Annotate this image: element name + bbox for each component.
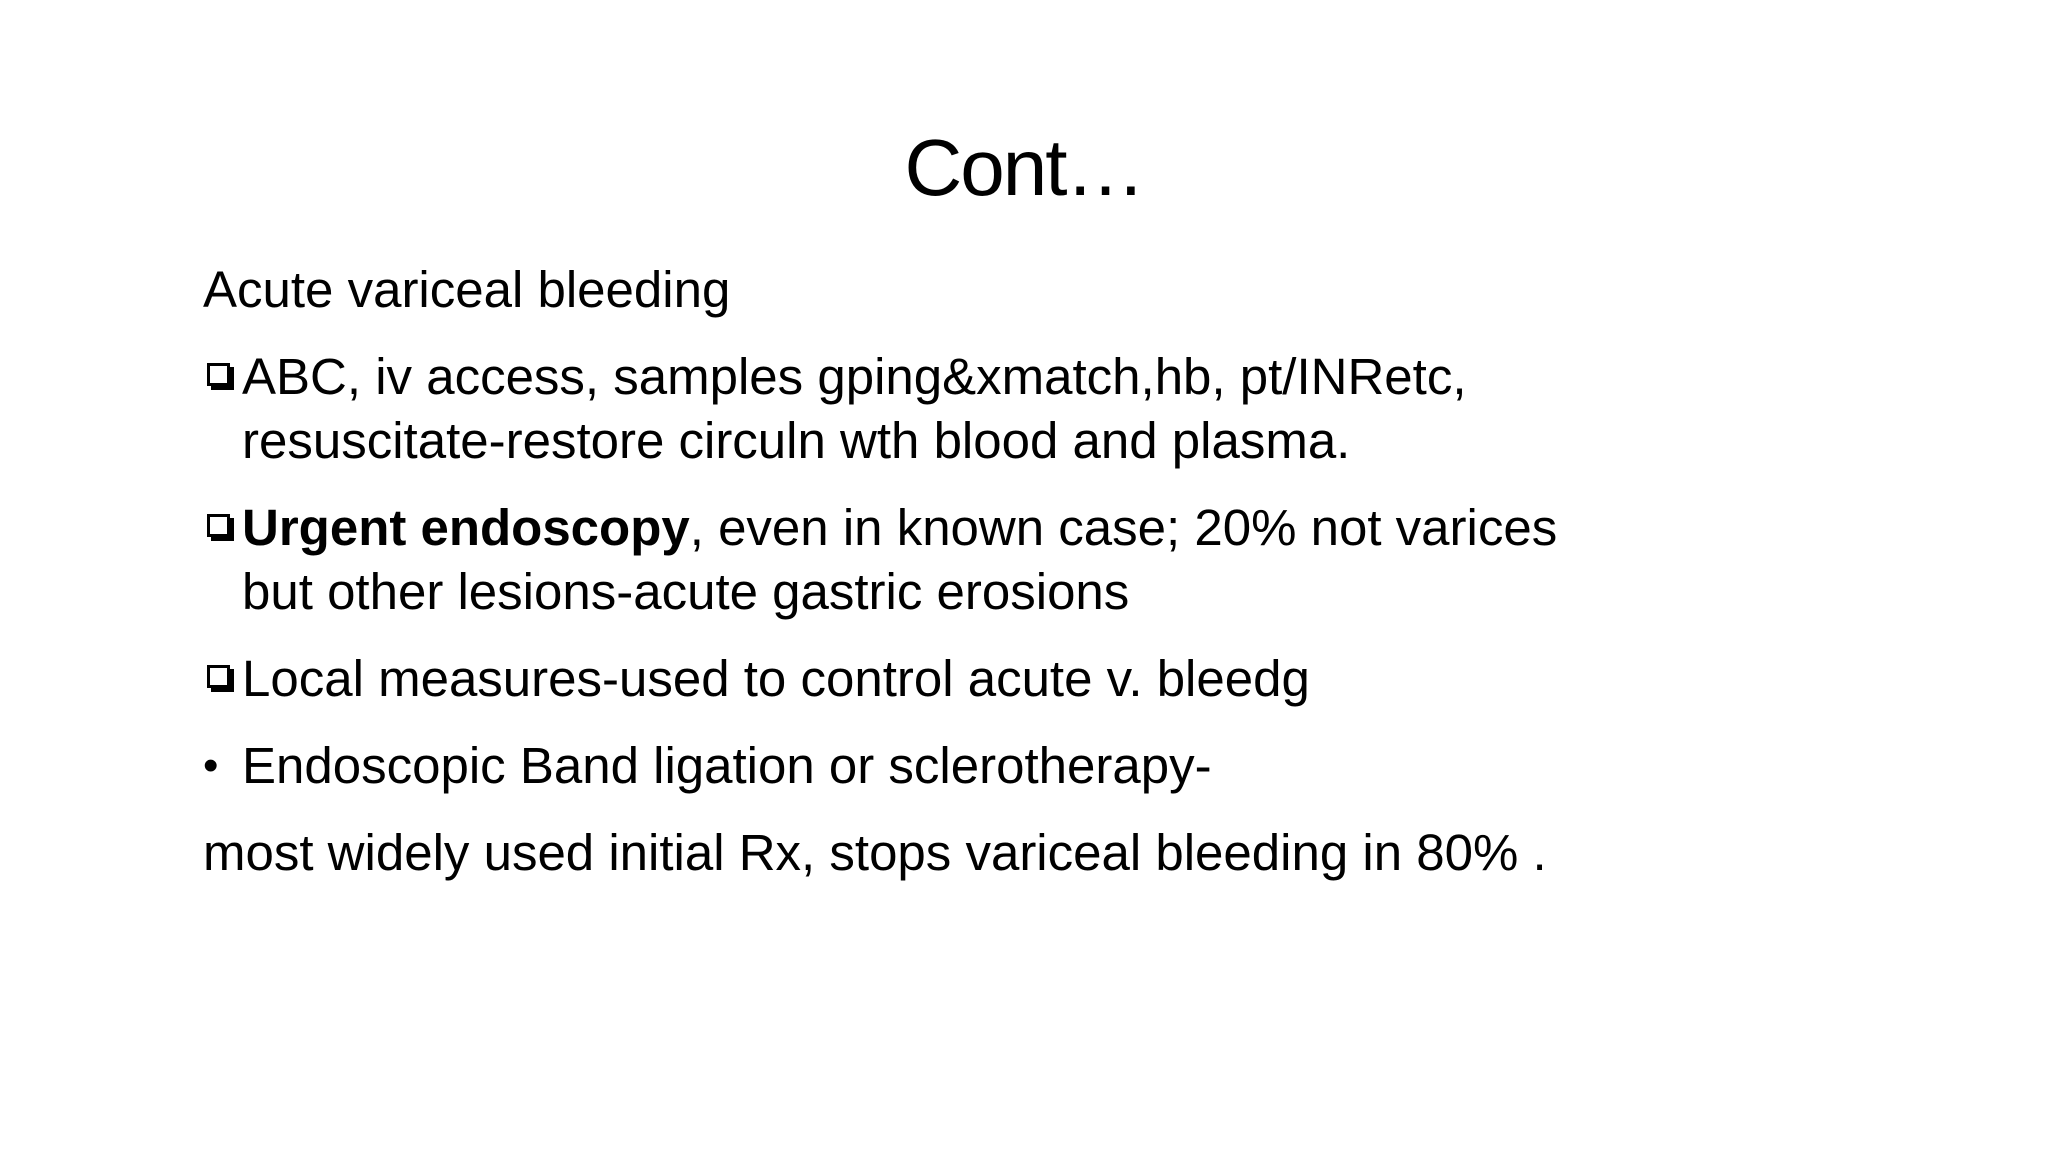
intro-text: Acute variceal bleeding: [203, 261, 731, 318]
checkbox-item-1-line2: resuscitate-restore circuln wth blood and plasma.: [242, 412, 1351, 469]
checkbox-item-2-rest: , even in known case; 20% not varices: [689, 499, 1558, 556]
checkbox-item-3-line1: Local measures-used to control acute v. bleedg: [242, 650, 1310, 707]
checkbox-item-2-bold: Urgent endoscopy: [242, 499, 690, 556]
checkbox-item-2-cont: [203, 560, 1803, 624]
checkbox-bullet-icon: [207, 363, 230, 386]
checkbox-item-3: [203, 647, 1803, 711]
checkbox-item-2-line1: [242, 496, 1803, 560]
checkbox-item-1: [203, 345, 1803, 409]
checkbox-item-1-cont: [203, 409, 1803, 473]
checkbox-item-2-line2: but other lesions-acute gastric erosions: [242, 563, 1130, 620]
checkbox-item-2: [203, 496, 1803, 560]
bullet-item-text: Endoscopic Band ligation or sclerotherapy-: [242, 737, 1212, 794]
checkbox-bullet-icon: [207, 514, 230, 537]
checkbox-bullet-icon: [207, 665, 230, 688]
checkbox-item-1-line1: ABC, iv access, samples gping&xmatch,hb, pt/INRetc,: [242, 348, 1467, 405]
slide-title: Cont…: [904, 123, 1144, 212]
bullet-item: [203, 734, 1803, 798]
bullet-dot-icon: •: [203, 741, 219, 790]
slide-body: [203, 258, 1803, 885]
footer-text: most widely used initial Rx, stops variceal bleeding in 80% .: [203, 824, 1547, 881]
